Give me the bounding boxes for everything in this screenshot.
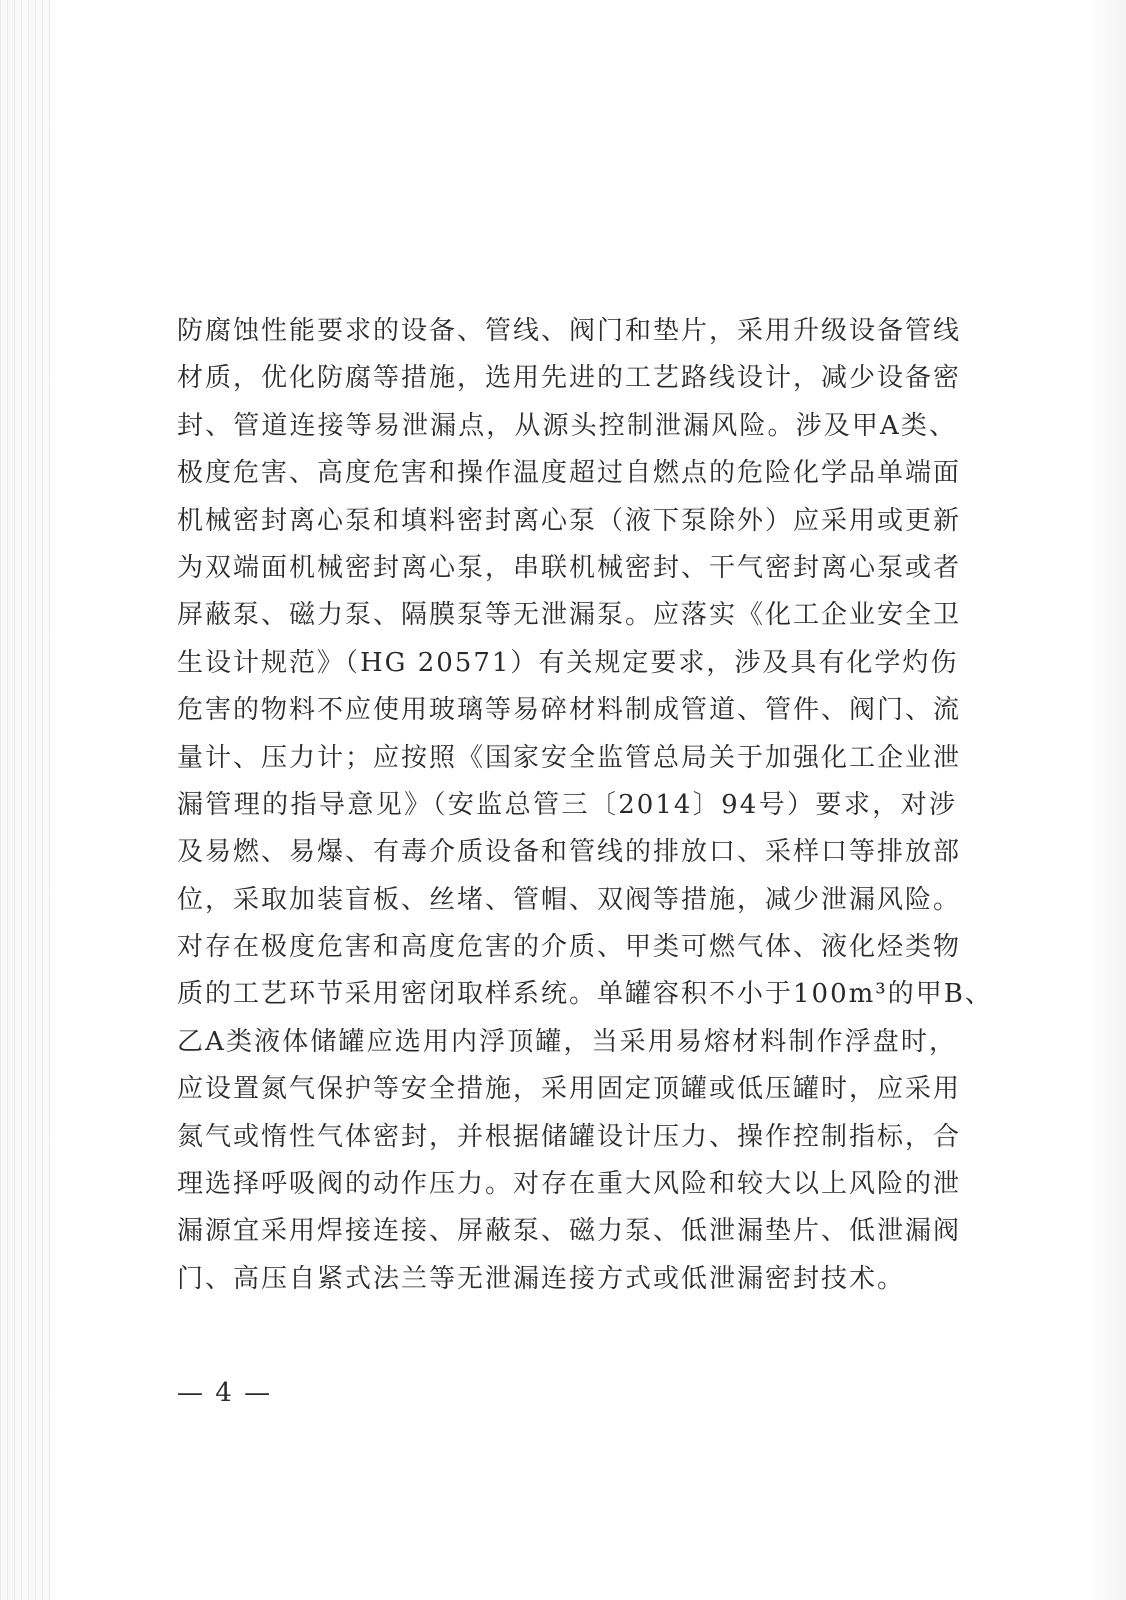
- text-line: 极度危害、高度危害和操作温度超过自燃点的危险化学品单端面: [177, 458, 962, 489]
- text-line: 漏源宜采用焊接连接、屏蔽泵、磁力泵、低泄漏垫片、低泄漏阀: [177, 1216, 962, 1247]
- text-line: 屏蔽泵、磁力泵、隔膜泵等无泄漏泵。应落实《化工企业安全卫: [177, 600, 962, 631]
- text-line: 对存在极度危害和高度危害的介质、甲类可燃气体、液化烃类物: [177, 932, 962, 963]
- text-line: 理选择呼吸阀的动作压力。对存在重大风险和较大以上风险的泄: [177, 1169, 962, 1200]
- text-line: 漏管理的指导意见》（安监总管三〔2014〕94号）要求，对涉: [177, 789, 957, 820]
- text-line: 应设置氮气保护等安全措施，采用固定顶罐或低压罐时，应采用: [177, 1074, 962, 1105]
- text-line: 危害的物料不应使用玻璃等易碎材料制成管道、管件、阀门、流: [177, 695, 962, 726]
- text-line: 材质，优化防腐等措施，选用先进的工艺路线设计，减少设备密: [177, 363, 962, 394]
- text-line: 门、高压自紧式法兰等无泄漏连接方式或低泄漏密封技术。: [177, 1263, 906, 1294]
- text-line: 为双端面机械密封离心泵，串联机械密封、干气密封离心泵或者: [177, 552, 962, 583]
- text-line: 生设计规范》（HG 20571）有关规定要求，涉及具有化学灼伤: [177, 647, 959, 678]
- text-line: 质的工艺环节采用密闭取样系统。单罐容积不小于100m³的甲B、: [177, 979, 993, 1010]
- text-line: 封、管道连接等易泄漏点，从源头控制泄漏风险。涉及甲A类、: [177, 410, 957, 441]
- page-number: — 4 —: [177, 1378, 273, 1408]
- text-line: 防腐蚀性能要求的设备、管线、阀门和垫片，采用升级设备管线: [177, 316, 962, 346]
- text-line: 乙A类液体储罐应选用内浮顶罐，当采用易熔材料制作浮盘时，: [177, 1026, 957, 1057]
- binding-edge-shadow: [0, 0, 50, 1600]
- text-line: 及易燃、易爆、有毒介质设备和管线的排放口、采样口等排放部: [177, 837, 962, 868]
- text-line: 量计、压力计；应按照《国家安全监管总局关于加强化工企业泄: [177, 742, 962, 773]
- text-line: 氮气或惰性气体密封，并根据储罐设计压力、操作控制指标，合: [177, 1121, 962, 1152]
- text-line: 机械密封离心泵和填料密封离心泵（液下泵除外）应采用或更新: [177, 505, 962, 536]
- body-paragraph: [177, 308, 993, 1303]
- text-line: 位，采取加装盲板、丝堵、管帽、双阀等措施，减少泄漏风险。: [177, 884, 962, 915]
